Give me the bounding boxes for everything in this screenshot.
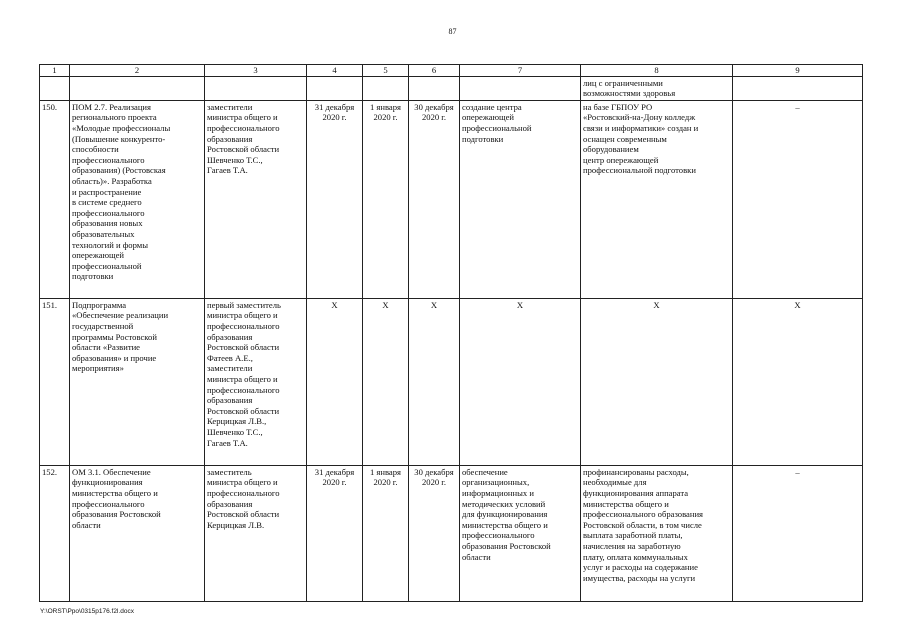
table-cell [733, 76, 863, 100]
expected-result-cell [460, 298, 581, 465]
cell-line: образования [207, 331, 253, 342]
activity-name-cell [70, 100, 205, 298]
cell-line: опережающей [72, 250, 125, 261]
note-cell: X [733, 298, 863, 465]
cell-line: образования [207, 395, 253, 406]
cell-line: функционирования [72, 477, 143, 488]
cell-line: образовательных [72, 228, 135, 239]
cell-line: X [382, 299, 389, 310]
cell-line: Шевченко Т.С., [207, 154, 263, 165]
cell-line: Подпрограмма [72, 299, 127, 310]
actual-result-cell [581, 465, 733, 601]
cell-line: способности [72, 144, 119, 155]
note-cell: – [733, 100, 863, 298]
cell-line: мероприятия» [72, 363, 124, 374]
cell-line: услуг и расходы на содержание [583, 562, 698, 573]
cell-line: профессионального [462, 530, 535, 541]
cell-line: регионального проекта [72, 112, 157, 123]
responsible-cell [205, 465, 307, 601]
cell-line: информационных и [462, 487, 534, 498]
expected-result-cell [460, 100, 581, 298]
cell-line: «Ростовский-на-Дону колледж [583, 112, 696, 123]
cell-line: образования новых [72, 218, 143, 229]
end-date-cell [409, 100, 460, 298]
cell-line: 2020 г. [373, 112, 398, 123]
cell-line: в системе среднего [72, 197, 142, 208]
cell-line: Ростовской области [207, 342, 280, 353]
cell-line: области «Развитие [72, 342, 140, 353]
cell-line: заместитель [207, 466, 252, 477]
row-number-cell: 152. [40, 465, 70, 601]
cell-line: 2020 г. [373, 477, 398, 488]
table-cell [205, 76, 307, 100]
header-number-row [40, 65, 863, 77]
cell-line: 1 января [369, 101, 401, 112]
cell-line: организационных, [462, 477, 530, 488]
start-date-cell [307, 298, 363, 465]
cell-line: образования Ростовской [462, 540, 551, 551]
document-table [39, 64, 863, 602]
cell-line: Фатеев А.Е., [207, 352, 253, 363]
footer-file-path: Y:\ORST\Ppo\0315p176.f2l.docx [40, 608, 134, 615]
cell-line: имущества, расходы на услуги [583, 572, 696, 583]
header-cell: 7 [460, 65, 581, 77]
cell-line: необходимые для [583, 477, 647, 488]
end-date-cell [363, 465, 409, 601]
header-cell: 1 [40, 65, 70, 77]
actual-result-cell [581, 100, 733, 298]
cell-line: X [430, 299, 438, 310]
cell-line: образования» и прочие [72, 352, 157, 363]
cell-line: Ростовской области, в том числе [583, 519, 702, 530]
cell-line: 1 января [369, 466, 401, 477]
row-number-cell: 150. [40, 100, 70, 298]
cell-line: министра общего и [207, 477, 278, 488]
cell-line: опережающей [462, 112, 515, 123]
cell-line: (Повышение конкуренто- [72, 133, 166, 144]
cell-line: 30 декабря [414, 101, 454, 112]
actual-result-cell [581, 298, 733, 465]
cell-line: профессиональной подготовки [583, 165, 696, 176]
cell-line: возможностями здоровья [583, 88, 676, 99]
cell-line: Керцицкая Л.В. [207, 519, 265, 530]
table-row [40, 465, 863, 601]
cell-line: профессионального [72, 154, 145, 165]
cell-line: плату, оплата коммунальных [583, 551, 688, 562]
cell-line: центр опережающей [583, 154, 659, 165]
row-number-cell: 151. [40, 298, 70, 465]
cell-line: 30 декабря [414, 466, 454, 477]
cell-line: министерства общего и [72, 487, 158, 498]
cell-line: министра общего и [207, 310, 278, 321]
header-cell: 9 [733, 65, 863, 77]
cell-line: подготовки [462, 133, 504, 144]
cell-line: X [653, 299, 660, 310]
cell-line: подготовки [72, 271, 114, 282]
header-cell: 6 [409, 65, 460, 77]
activity-name-cell [70, 298, 205, 465]
cell-line: профессионального образования [583, 509, 703, 520]
cell-line: оборудованием [583, 144, 639, 155]
cell-line: Шевченко Т.С., [207, 426, 263, 437]
end-date-cell [409, 298, 460, 465]
cell-line: оснащен современным [583, 133, 667, 144]
cell-line: методических условий [462, 498, 546, 509]
cell-line: программы Ростовской [72, 331, 157, 342]
activity-name-cell [70, 465, 205, 601]
cell-line: образования [207, 133, 253, 144]
table-row [40, 100, 863, 298]
cell-line: X [331, 299, 338, 310]
start-date-cell [307, 100, 363, 298]
end-date-cell [363, 298, 409, 465]
cell-line: профессиональной [462, 122, 532, 133]
cell-line: министерства общего и [462, 519, 548, 530]
cell-line: начисления на заработную [583, 540, 681, 551]
cell-line: образования Ростовской [72, 509, 161, 520]
table-cell [40, 76, 70, 100]
cell-line: Гагаев Т.А. [207, 437, 248, 448]
header-cell: 5 [363, 65, 409, 77]
cell-line: образования) (Ростовская [72, 165, 166, 176]
cell-line: 31 декабря [314, 466, 355, 477]
table-cell [70, 76, 205, 100]
cell-line: Ростовской области [207, 509, 280, 520]
cell-line: государственной [72, 320, 134, 331]
cell-line: 2020 г. [421, 477, 447, 488]
cell-line: области [462, 551, 491, 562]
cell-line: технологий и формы [72, 239, 148, 250]
start-date-cell [307, 465, 363, 601]
cell-line: профинансированы расходы, [583, 466, 689, 477]
cell-line: Гагаев Т.А. [207, 165, 248, 176]
cell-line: Ростовской области [207, 144, 280, 155]
cell-line: образования [207, 498, 253, 509]
cell-line: X [516, 299, 524, 310]
cell-line: 2020 г. [421, 112, 447, 123]
responsible-cell [205, 100, 307, 298]
cell-line: «Молодые профессионалы [72, 122, 171, 133]
cell-line: Керцицкая Л.В., [207, 416, 267, 427]
cell-line: Ростовской области [207, 405, 280, 416]
cell-line: заместители [207, 101, 253, 112]
header-cell: 4 [307, 65, 363, 77]
cell-line: «Обеспечение реализации [72, 310, 169, 321]
cell-line: профессионального [207, 384, 280, 395]
cell-line: создание центра [462, 101, 522, 112]
cell-line: функционирования аппарата [583, 487, 689, 498]
cell-line: ПОМ 2.7. Реализация [72, 101, 151, 112]
table-row [40, 298, 863, 465]
cell-line: обеспечение [462, 466, 508, 477]
cell-line: ОМ 3.1. Обеспечение [72, 466, 151, 477]
cell-line: профессиональной [72, 260, 142, 271]
cell-line: и распространение [72, 186, 142, 197]
cell-line: 2020 г. [322, 477, 347, 488]
cell-line: для функционирования [462, 509, 548, 520]
cell-line: область)». Разработка [72, 175, 152, 186]
table-cell [363, 76, 409, 100]
continuation-row [40, 76, 863, 100]
end-date-cell [409, 465, 460, 601]
table-cell [460, 76, 581, 100]
cell-line: профессионального [207, 122, 280, 133]
table-cell [307, 76, 363, 100]
expected-result-cell [460, 465, 581, 601]
cell-line: профессионального [207, 320, 280, 331]
table-cell [581, 76, 733, 100]
cell-line: министерства общего и [583, 498, 669, 509]
table-cell [409, 76, 460, 100]
cell-line: выплата заработной платы, [583, 530, 683, 541]
end-date-cell [363, 100, 409, 298]
cell-line: 2020 г. [322, 112, 347, 123]
cell-line: министра общего и [207, 373, 278, 384]
page-number: 87 [448, 27, 457, 36]
cell-line: министра общего и [207, 112, 278, 123]
cell-line: профессионального [207, 487, 280, 498]
cell-line: 31 декабря [314, 101, 355, 112]
cell-line: области [72, 519, 101, 530]
cell-line: профессионального [72, 207, 145, 218]
cell-line: лиц с ограниченными [583, 77, 663, 88]
header-cell: 8 [581, 65, 733, 77]
cell-line: на базе ГБПОУ РО [583, 101, 653, 112]
note-cell: – [733, 465, 863, 601]
header-cell: 2 [70, 65, 205, 77]
header-cell: 3 [205, 65, 307, 77]
cell-line: связи и информатики» создан и [583, 122, 699, 133]
cell-line: первый заместитель [207, 299, 281, 310]
responsible-cell [205, 298, 307, 465]
cell-line: профессионального [72, 498, 145, 509]
cell-line: заместители [207, 363, 253, 374]
